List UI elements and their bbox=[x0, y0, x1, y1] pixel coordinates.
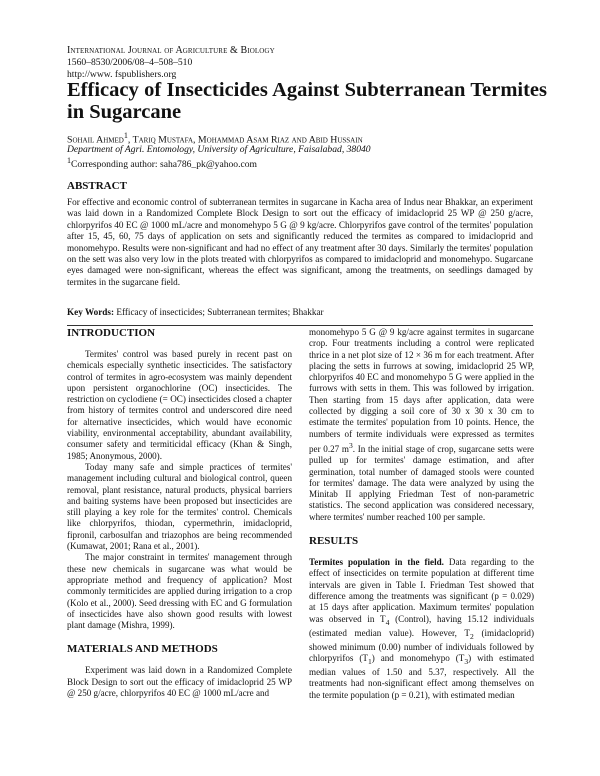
results-text-5: ) with estimated median values of 1.50 and 5.37, respectively. All the treatments had non-significant effect among themselves on the termite population (p = 0.21), with estimated median bbox=[309, 653, 535, 700]
journal-website[interactable]: http://www. fspublishers.org bbox=[67, 69, 177, 80]
abstract-text: For effective and economic control of subterranean termites in sugarcane in Kacha area of Indus near Bhakkar, an experiment was laid down in a Randomized Complete Block Design to sort out the efficacy of imidacloprid 25 WP @ 250 g/acre, chlorpyrifos 40 EC @ 1000 mL/acre and monomehypo 5 G @ 9 kg/acre. Chlorpyrifos gave control of the termites' population after 15, 45, 60, 75 days of application on sets and significantly reduced the termites as compared to imidacloprid and monomehypo. Results were non-significant and had no effect of any treatment after 30 days. Similarly the termites' population on the sett was also very low in the plots treated with chlorpyrifos as compared to imidacloprid and monomehypo. Sugarcane eyes damaged were non-significant, whereas the effect was significant, among the treatments, on seedlings damaged by termites in the sugarcane field. bbox=[67, 197, 533, 287]
results-sub-1: 1 bbox=[367, 656, 372, 666]
methods-superscript: 3 bbox=[348, 440, 353, 450]
journal-name: International Journal of Agriculture & Biology bbox=[67, 45, 275, 56]
intro-paragraph-3: The major constraint in termites' management through these new chemicals in sugarcane was what would be appropriate method and frequency of application? Most commonly termiticides are applied during irrigation to a crop (Kolo et al., 2000). Seed dressing with EC and G formulation of insecticides have also shown good results with lowest plant damage (Mishra, 1999). bbox=[67, 552, 292, 631]
results-sub-2: 2 bbox=[469, 631, 474, 641]
right-column bbox=[309, 327, 534, 701]
methods-paragraph-continued bbox=[309, 327, 534, 523]
left-column bbox=[67, 327, 292, 699]
intro-paragraph-2: Today many safe and simple practices of termites' management including cultural and biological control, queen removal, plant resistance, natural products, physical barriers and baiting systems have been proposed but insecticides are still playing a key role for the termites' control. Chemicals like chlorpyrifos, thiodan, cypermethrin, imidacloprid, fipronil, carbosulfan and triazophos are being recommended (Kumawat, 2001; Rana et al., 2001). bbox=[67, 461, 292, 552]
results-paragraph bbox=[309, 557, 534, 701]
corresponding-footnote-mark: 1 bbox=[67, 156, 71, 165]
results-text-3: (imidacloprid) showed minimum (0.00) number of individuals followed by chlorpyrifos (T bbox=[309, 627, 534, 664]
methods-text-a: monomehypo 5 G @ 9 kg/acre against termites in sugarcane crop. Four treatments including a control were replicated thrice in a net plot size of 12 × 36 m for each treatment. After placing the setts in furrows at sowing, imidacloprid 25 WP, chlorpyrifos 40 EC and monomehypo 5 G were applied in the furrows with setts in them. This was followed by irrigation. Then starting from 15 days after application, data were collected by digging a soil core of 30 x 30 x 30 cm to estimate the termites' population from 10 points. Hence, the numbers of termite individuals were expressed as termites per 0.27 m bbox=[309, 327, 534, 454]
methods-paragraph-start: Experiment was laid down in a Randomized Complete Block Design to sort out the efficacy of imidacloprid 25 WP @ 250 g/acre, chlorpyrifos 40 EC @ 1000 mL/acre and bbox=[67, 665, 292, 699]
results-text-4: ) and monomehypo (T bbox=[371, 653, 465, 664]
keywords-text: Efficacy of insecticides; Subterranean termites; Bhakkar bbox=[116, 307, 324, 317]
journal-header bbox=[67, 45, 537, 81]
results-text-2: (Control), having 15.12 individuals (estimated median value). However, T bbox=[309, 613, 534, 638]
methods-text-b: . In the initial stage of crop, sugarcane setts were pulled up for termites' damage estimation, and after germination, total number of damaged stools were counted for termites' damage. The data were analyzed by using the Minitab II applying Friedman Test of non-parametric statistics. The second application was considered necessary, where termites' number reached 100 per sample. bbox=[309, 444, 535, 522]
first-author: Sohail Ahmed bbox=[67, 134, 124, 146]
intro-paragraph-1: Termites' control was based purely in recent past on chemicals especially synthetic insecticides. The satisfactory control of termites in agro-ecosystem was mainly dependent upon persistent organochlorine (OC) insecticides. The restriction on cyclodiene (= OC) insecticides closed a chapter from history of termites control and underscored dire need for alternative insecticides, which would have economic viability, environmental acceptability, abundant availability, consumer safety and termiticidal efficacy (Khan & Singh, 1985; Anonymous, 2000). bbox=[67, 349, 292, 461]
results-sub-3: 3 bbox=[464, 656, 469, 666]
section-divider bbox=[67, 325, 533, 326]
corresponding-email[interactable]: Corresponding author: saha786_pk@yahoo.com bbox=[71, 159, 258, 171]
results-sub-4: 4 bbox=[385, 617, 390, 627]
keywords bbox=[67, 306, 533, 318]
paper-title: Efficacy of Insecticides Against Subterranean Termites in Sugarcane bbox=[67, 79, 547, 123]
journal-issn: 1560–8530/2006/08–4–508–510 bbox=[67, 57, 193, 68]
corresponding-author bbox=[67, 155, 537, 170]
results-heading: RESULTS bbox=[309, 535, 359, 548]
affiliation: Department of Agri. Entomology, University of Agriculture, Faisalabad, 38040 bbox=[67, 144, 371, 155]
results-text-1: Data regarding to the effect of insecticides on termite population at different time intervals are given in Table I. Friedman Test showed that difference among the treatments was significant (p = 0.029) at 15 days after application. Maximum termites' population was observed in T bbox=[309, 557, 534, 624]
keywords-label: Key Words: bbox=[67, 307, 115, 317]
introduction-heading: INTRODUCTION bbox=[67, 327, 156, 339]
abstract-heading: ABSTRACT bbox=[67, 180, 127, 192]
results-lead-in: Termites population in the field. bbox=[309, 557, 444, 568]
author-footnote-mark: 1 bbox=[123, 131, 128, 140]
other-authors: , Tariq Mustafa, Mohammad Asam Riaz and Abid Hussain bbox=[127, 134, 363, 146]
methods-heading: MATERIALS AND METHODS bbox=[67, 643, 218, 656]
